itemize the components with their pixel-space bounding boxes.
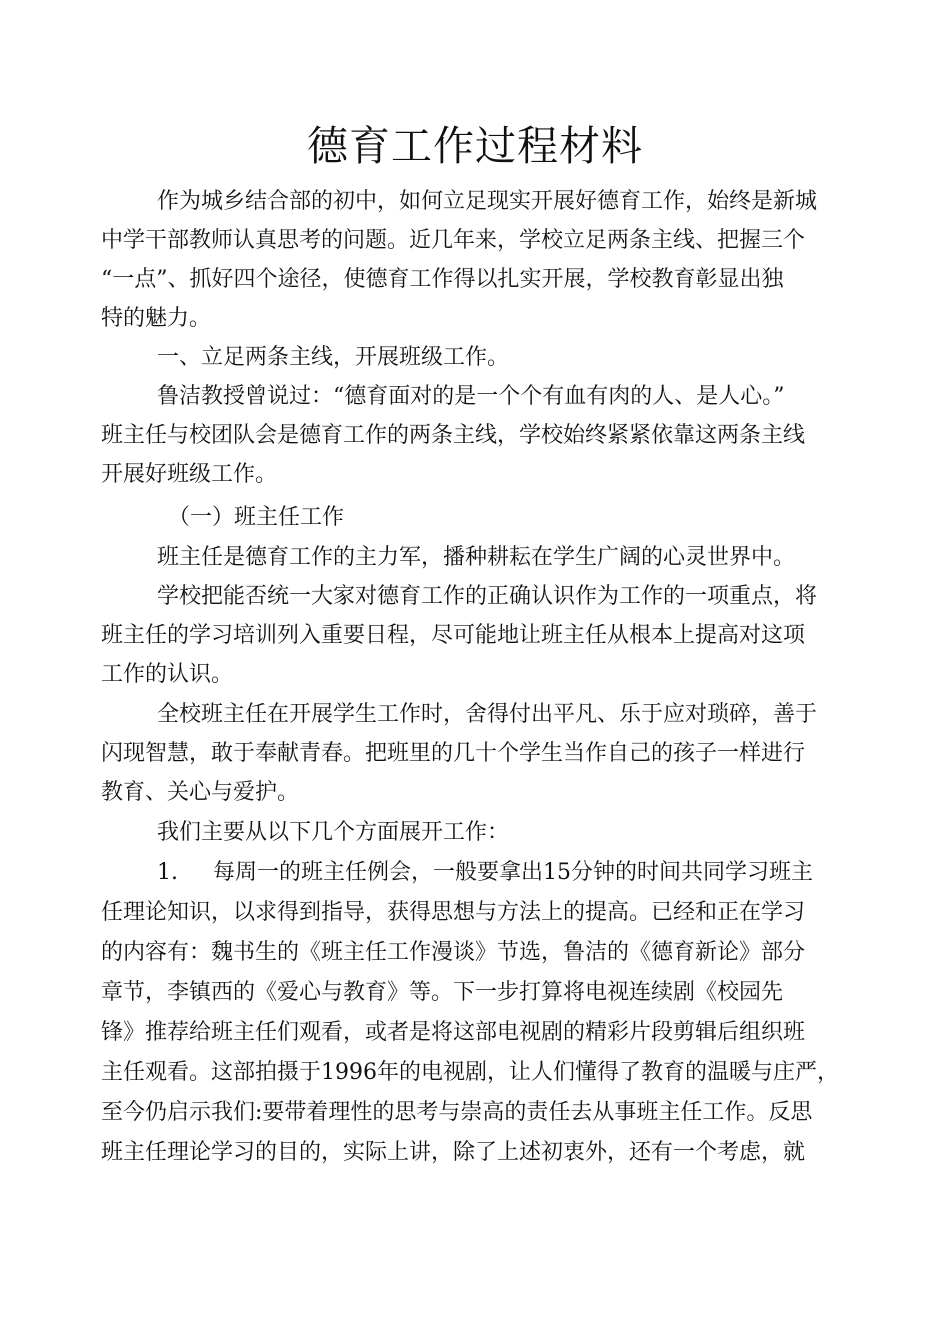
paragraph-line: 作为城乡结合部的初中，如何立足现实开展好德育工作，始终是新城	[157, 189, 818, 214]
paragraph-line: 班主任与校团队会是德育工作的两条主线，学校始终紧紧依靠这两条主线	[101, 423, 806, 448]
paragraph-line: 开展好班级工作。	[101, 462, 278, 487]
paragraph-line: 工作的认识。	[101, 662, 234, 687]
document-title: 德育工作过程材料	[307, 122, 643, 170]
paragraph-line: 班主任的学习培训列入重要日程，尽可能地让班主任从根本上提高对这项	[101, 623, 806, 648]
paragraph-line: 班主任是德育工作的主力军，播种耕耘在学生广阔的心灵世界中。	[157, 545, 796, 570]
paragraph-line: 至今仍启示我们:要带着理性的思考与崇高的责任去从事班主任工作。反思	[101, 1100, 813, 1125]
paragraph-line: 闪现智慧，敢于奉献青春。把班里的几十个学生当作自己的孩子一样进行	[101, 741, 806, 766]
numbered-item-text: 每周一的班主任例会，一般要拿出15分钟的时间共同学习班主	[213, 860, 813, 885]
section-heading: 一、立足两条主线，开展班级工作。	[157, 345, 510, 370]
list-number: 1.	[157, 860, 178, 885]
subsection-heading: （一）班主任工作	[168, 505, 345, 530]
paragraph-line: 班主任理论学习的目的，实际上讲，除了上述初衷外，还有一个考虑，就	[101, 1140, 806, 1165]
paragraph-line: “一点”、抓好四个途径，使德育工作得以扎实开展，学校教育彰显出独	[101, 267, 784, 292]
paragraph-line: 中学干部教师认真思考的问题。近几年来，学校立足两条主线、把握三个	[101, 228, 806, 253]
paragraph-line: 全校班主任在开展学生工作时，舍得付出平凡、乐于应对琐碎，善于	[157, 702, 818, 727]
numbered-item	[157, 857, 813, 889]
paragraph-line: 任理论知识，以求得到指导，获得思想与方法上的提高。已经和正在学习	[101, 900, 806, 925]
paragraph-line: 教育、关心与爱护。	[101, 780, 300, 805]
paragraph-line: 学校把能否统一大家对德育工作的正确认识作为工作的一项重点，将	[157, 584, 818, 609]
paragraph-line: 章节，李镇西的《爱心与教育》等。下一步打算将电视连续剧《校园先	[101, 980, 784, 1005]
paragraph-line: 特的魅力。	[101, 306, 212, 331]
paragraph-line: 的内容有：魏书生的《班主任工作漫谈》节选，鲁洁的《德育新论》部分	[101, 940, 806, 965]
paragraph-line: 锋》推荐给班主任们观看，或者是将这部电视剧的精彩片段剪辑后组织班	[101, 1020, 806, 1045]
paragraph-line: 鲁洁教授曾说过：“德育面对的是一个个有血有肉的人、是人心。”	[157, 384, 785, 409]
paragraph-line: 我们主要从以下几个方面展开工作：	[157, 820, 510, 845]
paragraph-line: 主任观看。这部拍摄于1996年的电视剧，让人们懂得了教育的温暖与庄严，	[101, 1060, 839, 1085]
